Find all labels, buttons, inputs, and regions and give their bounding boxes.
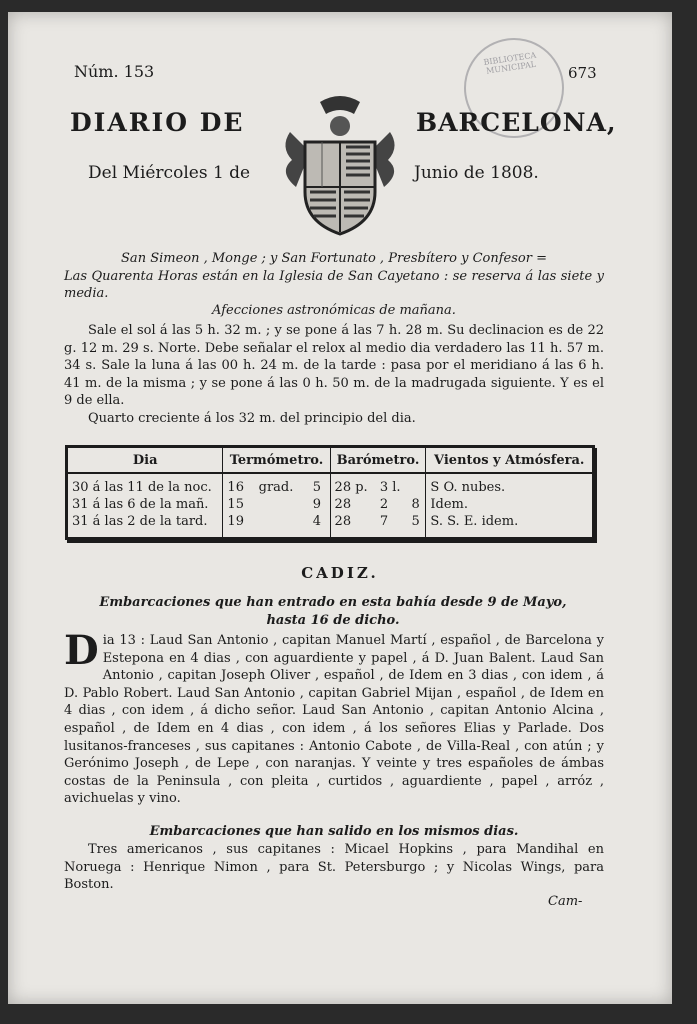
header-barometro: Barómetro. [330,447,426,474]
cell-baro-frac: 8 [407,496,425,513]
cell-baro-l: 2 [379,497,389,512]
header-dia: Dia [67,447,223,474]
cell-dia: 31 á las 6 de la mañ. [67,496,223,513]
arrivals-body: ia 13 : Laud San Antonio , capitan Manuel Martí , español , de Barcelona y Estepona en 4 dias , con aguardiente y papel , á D. Juan Balent. Laud San Antonio , capitan Joseph Oliver , español , de Idem en 3 dias , con idem , á D. Pablo Robert. Laud San Antonio , capitan Gabriel Mijan , español , de Idem en 4 dias , con idem , á dicho señor. Laud San Antonio , capitan Antonio Alcina , español , de Idem en 4 dias , con idem , á los señores Elias y Parlade. Dos lusitanos-franceses , sus capitanes : Antonio Cabote , de Villa-Real , con atún ; y Gerónimo Joseph , de Lepe , con naranjas. Y veinte y tres españoles de ámbas costas de la Peninsula , con pleita , curtidos , aguardiente , papel , arróz , avichuelas y vino. [64,633,604,807]
issue-number: Núm. 153 [74,62,155,81]
header-vientos: Vientos y Atmósfera. [426,447,594,474]
cell-temp-deg: 19 [227,514,244,529]
section-heading-cadiz: CADIZ. [301,564,379,582]
saints-line [64,250,604,303]
page-number: 673 [568,64,597,82]
cell-baro-frac [407,473,425,496]
coat-of-arms-icon [270,92,410,242]
departures-text: Tres americanos , sus capitanes : Micael Hopkins , para Mandihal en Noruega : Henrique Nimon , para St. Petersburgo ; y Nicolas Wings, para Boston. [64,842,604,893]
cell-temp-unit: grad. [258,480,294,495]
cell-baro-p: 28 p. [334,480,368,495]
cell-baro-l: 7 [379,514,389,529]
drop-cap: D [64,627,99,674]
cell-baro-l: 3 l. [379,480,401,495]
weather-header-row [67,447,594,474]
cell-temp-unit [255,496,309,513]
cell-temp-unit [255,513,309,539]
cell-vientos: S O. nubes. [430,480,506,495]
header-termometro: Termómetro. [223,447,330,474]
cell-temp-deg: 16 [227,480,244,495]
departures-heading: Embarcaciones que han salido en los mismos dias. [149,824,519,839]
astro-text-2: Quarto creciente á los 32 m. del principio del dia. [88,411,416,426]
date-left: Del Miércoles 1 de [88,163,251,183]
cell-temp-frac: 9 [309,496,330,513]
date-right: Junio de 1808. [414,163,539,183]
astro-heading: Afecciones astronómicas de mañana. [212,303,456,318]
astro-text: Sale el sol á las 5 h. 32 m. ; y se pone á las 7 h. 28 m. Su declinacion es de 22 g. 12 m. 29 s. Norte. Debe señalar el relox al medio dia verdadero las 11 h. 57 m. 34 s. Sale la luna á las 00 h. 24 m. de la tarde : pasa por el meridiano á las 6 h. 41 m. de la misma ; y se pone á las 0 h. 50 m. de la madrugada siguiente. Y es el 9 de ella. [64,323,604,409]
masthead-title-left: DIARIO DE [70,108,245,137]
arrivals-heading: Embarcaciones que han entrado en esta bahía desde 9 de Mayo, hasta 16 de dicho. [99,595,567,628]
table-row [67,513,594,539]
table-row [67,496,594,513]
saints-line-1: San Simeon , Monge ; y San Fortunato , Presbítero y Confesor = [121,251,547,266]
cell-vientos: Idem. [430,497,469,512]
table-row [67,473,594,496]
cell-dia: 30 á las 11 de la noc. [67,473,223,496]
arrivals-text [64,627,604,808]
cell-dia: 31 á las 2 de la tard. [67,513,223,539]
catchword: Cam- [548,894,583,909]
masthead-title-right: BARCELONA, [416,108,617,137]
cell-vientos: S. S. E. idem. [430,514,519,529]
cell-baro-frac: 5 [407,513,425,539]
newspaper-page [8,12,672,1004]
cell-temp-frac: 5 [309,473,330,496]
stamp-text: BIBLIOTECA MUNICIPAL [483,50,537,76]
saints-line-2: Las Quarenta Horas están en la Iglesia de San Cayetano : se reserva á las siete y media. [64,268,604,302]
cell-baro-p: 28 [334,497,352,512]
weather-table [65,445,595,540]
cell-temp-frac: 4 [309,513,330,539]
cell-baro-p: 28 [334,514,352,529]
cell-temp-deg: 15 [227,497,244,512]
